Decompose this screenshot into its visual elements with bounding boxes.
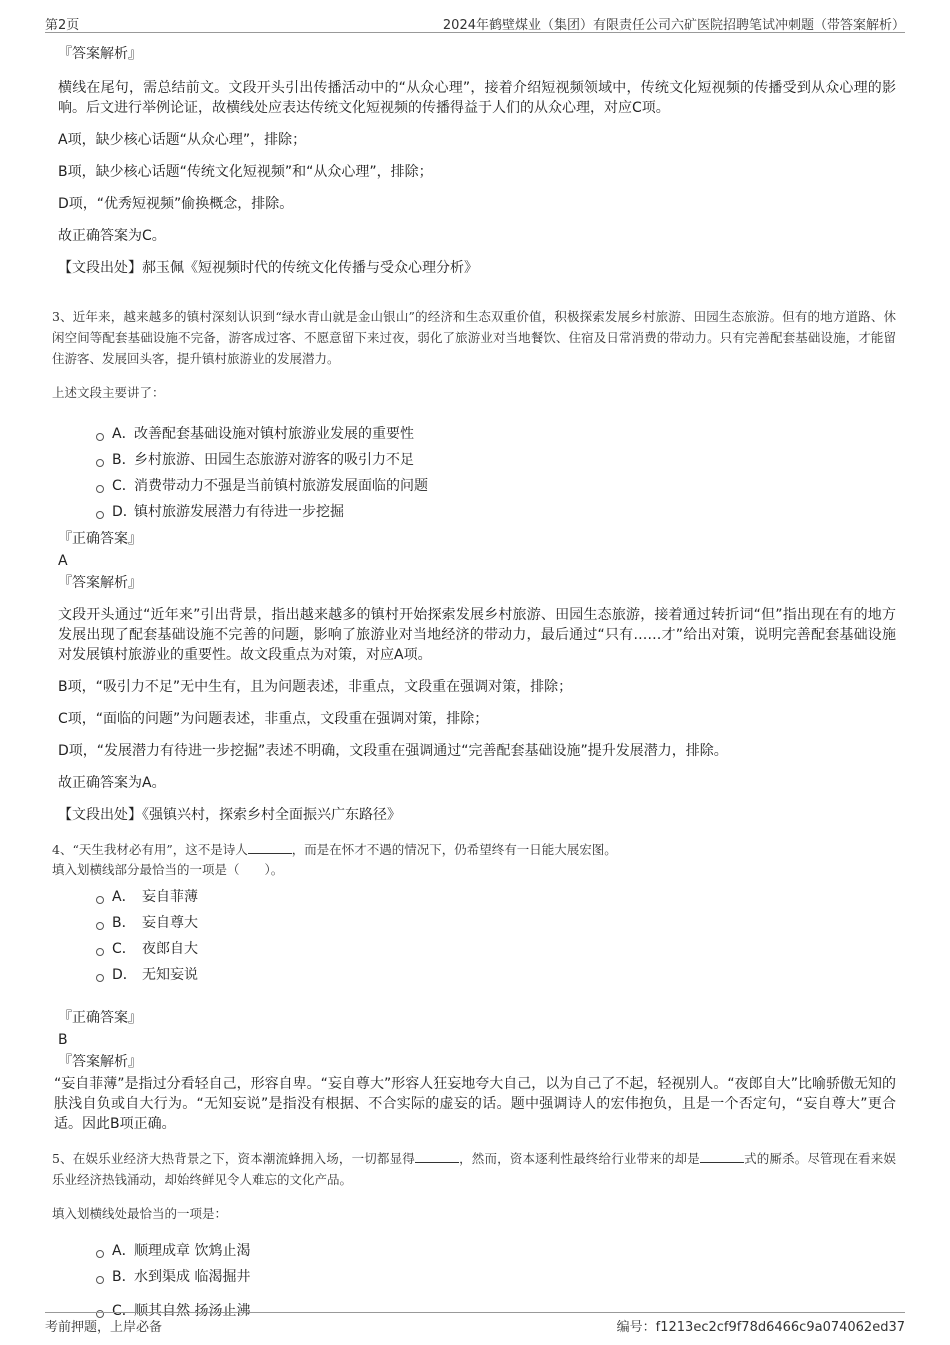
radio-icon[interactable] (96, 1276, 104, 1284)
q2-source: 【文段出处】郝玉佩《短视频时代的传统文化传播与受众心理分析》 (58, 260, 478, 276)
q4-question-text: 4、“天生我材必有用”，这不是诗人 ，而是在怀才不遇的情况下，仍希望终有一日能大展宏图。 (52, 839, 896, 860)
q4-option-b[interactable]: B． 妄自尊大 (96, 910, 896, 936)
page-footer (45, 1312, 905, 1337)
q3-option-d[interactable]: D． 镇村旅游发展潜力有待进一步挖掘 (96, 499, 896, 525)
q4-analysis: “妄自菲薄”是指过分看轻自己，形容自卑。“妄自尊大”形容人狂妄地夸大自己，以为自己了不起，轻视别人。“夜郎自大”比喻骄傲无知的肤浅自负或自大行为。“无知妄说”是指没有根据、不合实际的虚妄的话。题中强调诗人的宏伟抱负，且是一个否定句，“妄自尊大”更合适。因此B项正确。 (54, 1076, 896, 1132)
radio-icon[interactable] (96, 459, 104, 467)
radio-icon[interactable] (96, 896, 104, 904)
q5-question-text: 5、在娱乐业经济大热背景之下，资本潮流蜂拥入场，一切都显得 ，然而，资本逐利性最终给行业带来的却是 式的厮杀。尽管现在看来娱乐业经济热钱涌动，却始终鲜见令人难忘的文化产品。 (52, 1148, 896, 1190)
q5-option-a[interactable]: A． 顺理成章 饮鸩止渴 (96, 1238, 896, 1264)
document-id: 编号：f1213ec2cf9f78d6466c9a074062ed37 (616, 1320, 905, 1335)
q2-analysis-paragraph: D项，“优秀短视频”偷换概念，排除。 (58, 196, 294, 212)
q3-option-c[interactable]: C． 消费带动力不强是当前镇村旅游发展面临的问题 (96, 473, 896, 499)
radio-icon[interactable] (96, 948, 104, 956)
radio-icon[interactable] (96, 974, 104, 982)
q3-question-text: 3、近年来，越来越多的镇村深刻认识到“绿水青山就是金山银山”的经济和生态双重价值，积极探索发展乡村旅游、田园生态旅游。但有的地方道路、休闲空间等配套基础设施不完备，游客成过客、不愿意留下来过夜，弱化了旅游业对当地餐饮、住宿及日常消费的带动力。只有完善配套基础设施，才能留住游客、发展回头客，提升镇村旅游业的发展潜力。 (52, 309, 896, 366)
q3-answer-label: 『正确答案』 (58, 531, 142, 547)
q2-analysis-paragraph: A项，缺少核心话题“从众心理”，排除； (58, 132, 307, 148)
page-header (45, 14, 905, 33)
q3-answer: A (58, 553, 68, 569)
radio-icon[interactable] (96, 433, 104, 441)
q3-option-b[interactable]: B． 乡村旅游、田园生态旅游对游客的吸引力不足 (96, 447, 896, 473)
document-body (52, 44, 896, 1324)
q3-source: 【文段出处】《强镇兴村，探索乡村全面振兴广东路径》 (58, 807, 401, 823)
q4-answer: B (58, 1032, 68, 1048)
q2-analysis-paragraph: B项，缺少核心话题“传统文化短视频”和“从众心理”，排除； (58, 164, 433, 180)
q4-option-c[interactable]: C． 夜郎自大 (96, 936, 896, 962)
document-title: 2024年鹤壁煤业（集团）有限责任公司六矿医院招聘笔试冲刺题（带答案解析） (442, 18, 905, 33)
q5-option-c[interactable]: C． 顺其自然 扬汤止沸 (96, 1298, 896, 1324)
radio-icon[interactable] (96, 511, 104, 519)
q3-analysis-label: 『答案解析』 (58, 575, 142, 591)
q4-option-a[interactable]: A． 妄自菲薄 (96, 884, 896, 910)
q4-prompt: 填入划横线部分最恰当的一项是（ ）。 (52, 862, 284, 877)
fill-blank (248, 839, 292, 854)
q2-answer-conclusion: 故正确答案为C。 (58, 228, 166, 244)
page-number: 第2页 (45, 18, 80, 33)
q3-prompt: 上述文段主要讲了： (52, 385, 165, 400)
q3-option-a[interactable]: A． 改善配套基础设施对镇村旅游业发展的重要性 (96, 421, 896, 447)
q5-prompt: 填入划横线处最恰当的一项是： (52, 1206, 228, 1221)
q2-analysis-paragraph: 横线在尾句，需总结前文。文段开头引出传播活动中的“从众心理”，接着介绍短视频领域中，传统文化短视频的传播受到从众心理的影响。后文进行举例论证，故横线处应表达传统文化短视频的传播得益于人们的从众心理，对应C项。 (58, 80, 896, 116)
footer-slogan: 考前押题，上岸必备 (45, 1320, 163, 1335)
q4-options (96, 884, 896, 988)
radio-icon[interactable] (96, 485, 104, 493)
radio-icon[interactable] (96, 922, 104, 930)
q3-options (96, 421, 896, 525)
q4-answer-label: 『正确答案』 (58, 1010, 142, 1026)
q2-analysis-label: 『答案解析』 (58, 46, 142, 62)
fill-blank (415, 1148, 459, 1163)
q3-answer-conclusion: 故正确答案为A。 (58, 775, 166, 791)
q3-analysis-paragraph: D项，“发展潜力有待进一步挖掘”表述不明确，文段重在强调通过“完善配套基础设施”提升发展潜力，排除。 (58, 743, 728, 759)
q5-option-b[interactable]: B． 水到渠成 临渴掘井 (96, 1264, 896, 1290)
q3-analysis-paragraph: B项，“吸引力不足”无中生有，且为问题表述，非重点，文段重在强调对策，排除； (58, 679, 573, 695)
q3-analysis-paragraph: C项，“面临的问题”为问题表述，非重点，文段重在强调对策，排除； (58, 711, 489, 727)
q4-analysis-label: 『答案解析』 (58, 1054, 142, 1070)
q4-option-d[interactable]: D． 无知妄说 (96, 962, 896, 988)
radio-icon[interactable] (96, 1250, 104, 1258)
q3-analysis-paragraph: 文段开头通过“近年来”引出背景，指出越来越多的镇村开始探索发展乡村旅游、田园生态旅游，接着通过转折词“但”指出现在有的地方发展出现了配套基础设施不完善的问题，影响了旅游业对当地经济的带动力，最后通过“只有……才”给出对策，说明完善配套基础设施对发展镇村旅游业的重要性。故文段重点为对策，对应A项。 (58, 607, 896, 663)
fill-blank (700, 1148, 744, 1163)
